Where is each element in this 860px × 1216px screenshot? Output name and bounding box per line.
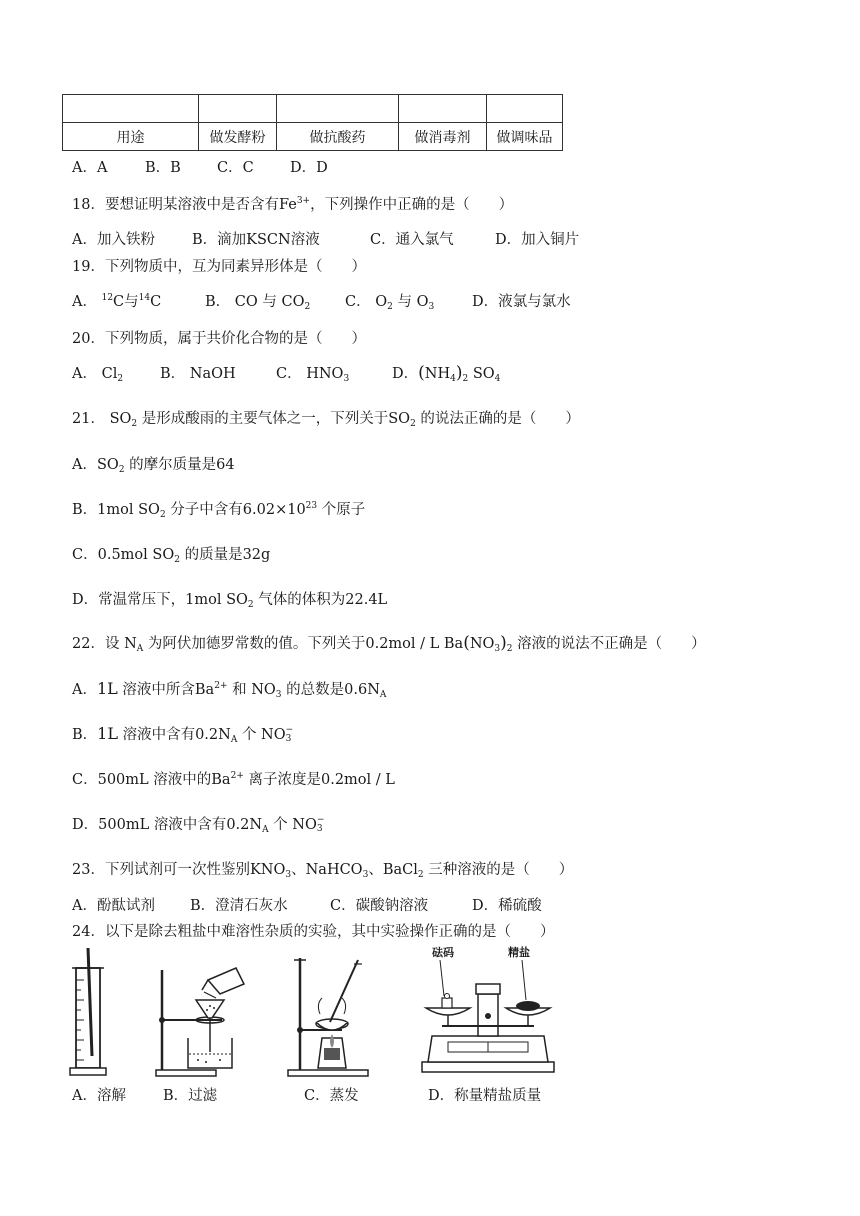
subscript: A — [136, 644, 144, 654]
formula: NO — [251, 682, 276, 698]
subscript: 2 — [247, 600, 254, 610]
formula: O — [416, 294, 429, 310]
stem-text: 23．下列试剂可一次性鉴别 — [72, 862, 250, 878]
option-letter: A． — [72, 682, 97, 698]
charge: 2+ — [214, 681, 228, 691]
q19-option-c[interactable] — [345, 290, 434, 312]
q22-stem — [72, 632, 706, 654]
q19-option-a[interactable] — [72, 290, 161, 311]
option-text: 的摩尔质量是64 — [129, 457, 235, 473]
subscript: 2 — [506, 644, 513, 654]
stem-text: 要想证明某溶液中是否含有 — [104, 197, 279, 213]
option-text: 和 — [232, 682, 247, 698]
formula: Ba — [194, 682, 215, 698]
option-text: 的总数是 — [286, 682, 345, 698]
subscript: 2 — [462, 374, 469, 384]
subscript: 3 — [362, 870, 369, 880]
charge: 2+ — [230, 771, 244, 781]
table-cell: 做发酵粉 — [199, 123, 277, 151]
option-text: 500mL — [98, 817, 150, 833]
q22-option-d[interactable] — [72, 813, 324, 835]
figure-filtration — [150, 950, 250, 1078]
mass-number: 14 — [138, 293, 151, 303]
option-text: 1L — [96, 679, 118, 698]
subscript: A — [379, 690, 387, 700]
q24-option-b[interactable]: B．过滤 — [163, 1088, 218, 1104]
q23-option-a[interactable]: A．酚酞试剂 — [72, 898, 155, 914]
q18-option-c[interactable]: C．通入氯气 — [370, 232, 454, 248]
q23-option-b[interactable]: B．澄清石灰水 — [190, 898, 288, 914]
option-letter: A． — [72, 294, 97, 310]
option-letter: D． — [72, 817, 99, 833]
option-letter: B． — [205, 294, 231, 310]
table-cell — [399, 95, 487, 123]
formula: NaOH — [189, 366, 236, 382]
formula: NO — [292, 817, 317, 833]
formula: Cl — [101, 366, 118, 382]
stem-text: 为阿伏加德罗常数的值。下列关于 — [147, 636, 366, 652]
subscript: 2 — [417, 870, 424, 880]
q17-option-b[interactable]: B．B — [145, 160, 181, 176]
subscript: 2 — [304, 302, 311, 312]
formula: N — [124, 636, 137, 652]
q18-option-b[interactable]: B．滴加KSCN溶液 — [192, 232, 320, 248]
connector: 与 — [397, 294, 412, 310]
table-cell: 做消毒剂 — [399, 123, 487, 151]
q20-option-c[interactable] — [276, 362, 349, 384]
q17-table-blank-row — [63, 95, 563, 123]
subscript: 3 — [285, 870, 292, 880]
paren: ( — [463, 633, 470, 653]
formula: BaCl — [382, 862, 418, 878]
formula: HNO — [306, 366, 344, 382]
table-cell — [277, 95, 399, 123]
q18-stem — [72, 193, 513, 214]
q21-option-c[interactable] — [72, 543, 270, 565]
formula: SO — [152, 547, 175, 563]
option-text: 的质量是32g — [184, 547, 271, 563]
paren: ) — [500, 633, 507, 653]
q21-option-d[interactable] — [72, 588, 387, 610]
option-text: 0.5mol — [97, 547, 153, 563]
q24-option-c[interactable]: C．蒸发 — [304, 1088, 359, 1104]
stem-text: 设 — [104, 636, 120, 652]
formula: SO — [388, 411, 411, 427]
paren: ) — [455, 363, 463, 383]
option-letter: D． — [392, 366, 419, 382]
q17-option-a[interactable]: A．A — [72, 160, 108, 176]
stem-text: 溶液的说法不正确是（ ） — [517, 636, 706, 652]
subscript: 3 — [275, 690, 282, 700]
q20-stem: 20．下列物质，属于共价化合物的是（ ） — [72, 331, 366, 347]
connector: 与 — [262, 294, 277, 310]
option-text: 1mol — [97, 502, 139, 518]
formula: SO — [472, 366, 495, 382]
q17-option-d[interactable]: D．D — [290, 160, 328, 176]
question-number: 22． — [72, 636, 105, 652]
formula: 0.2mol / L Ba — [365, 636, 464, 652]
formula: CO — [281, 294, 305, 310]
formula: NaHCO — [305, 862, 363, 878]
q17-table — [62, 94, 563, 151]
stem-text: 的说法正确的是（ ） — [420, 411, 580, 427]
option-text: 个 — [273, 817, 288, 833]
formula: NO — [261, 727, 286, 743]
option-letter: C． — [72, 547, 98, 563]
q20-option-b[interactable] — [160, 362, 236, 383]
subscript: 3 — [494, 644, 501, 654]
option-text: 1L — [97, 724, 118, 743]
question-number: 18． — [72, 197, 105, 213]
formula: SO — [226, 592, 248, 608]
q20-option-a[interactable] — [72, 362, 123, 384]
option-letter: A． — [72, 366, 97, 382]
formula — [279, 197, 310, 213]
question-number: 21． — [72, 411, 105, 427]
table-row-header: 用途 — [63, 123, 199, 151]
formula: NH — [424, 366, 451, 382]
subscript: 3 — [316, 824, 323, 834]
subscript: 2 — [159, 510, 166, 520]
q22-option-a[interactable] — [72, 678, 386, 700]
stem-text: 三种溶液的是（ ） — [428, 862, 574, 878]
separator: 、 — [368, 862, 383, 878]
subscript: 2 — [131, 419, 138, 429]
q23-option-c[interactable]: C．碳酸钠溶液 — [330, 898, 429, 914]
subscript: 3 — [285, 734, 292, 744]
option-letter: A． — [72, 457, 97, 473]
option-text: 溶液中含有 — [122, 727, 196, 743]
value: 0.2N — [226, 817, 263, 833]
subscript: 3 — [343, 374, 350, 384]
subscript: A — [262, 825, 269, 835]
table-cell: 做调味品 — [487, 123, 563, 151]
value: 0.2mol / L — [320, 772, 395, 788]
formula: O — [375, 294, 388, 310]
element: C — [150, 294, 162, 310]
option-text: 个原子 — [321, 502, 366, 518]
q23-option-d[interactable]: D．稀硫酸 — [472, 898, 542, 914]
subscript: 2 — [174, 555, 180, 565]
q21-stem — [72, 407, 580, 429]
stem-text: 是形成酸雨的主要气体之一，下列关于 — [141, 411, 389, 427]
q19-option-b[interactable] — [205, 290, 310, 312]
option-text: 500mL — [97, 772, 149, 788]
q22-option-c[interactable] — [72, 768, 395, 789]
q17-option-c[interactable]: C．C — [217, 160, 254, 176]
weight-label: 砝码 — [432, 946, 454, 959]
charge: − — [316, 815, 325, 825]
element: Fe — [278, 197, 297, 213]
option-letter: B． — [72, 727, 98, 743]
q24-stem: 24．以下是除去粗盐中难溶性杂质的实验，其中实验操作正确的是（ ） — [72, 924, 555, 940]
formula: KNO — [249, 862, 286, 878]
subscript: 2 — [410, 419, 416, 429]
graduated-cylinder-icon — [66, 946, 116, 1078]
q17-table-use-row — [63, 123, 563, 151]
formula: CO — [234, 294, 258, 310]
option-text: 个 — [241, 727, 257, 743]
option-text: 分子中含有 — [170, 502, 243, 518]
subscript: A — [230, 735, 238, 745]
value: 0.2N — [195, 727, 231, 743]
option-letter: C． — [72, 772, 98, 788]
q19-option-d[interactable]: D．液氯与氯水 — [472, 294, 571, 310]
q18-option-d[interactable]: D．加入铜片 — [495, 232, 580, 248]
balance-scale-icon — [418, 944, 558, 1078]
formula: SO — [138, 502, 160, 518]
formula: Ba — [211, 772, 231, 788]
q21-option-b[interactable] — [72, 498, 365, 520]
subscript: 4 — [450, 374, 456, 384]
option-text: 常温常压下，1mol — [98, 592, 227, 608]
formula: SO — [96, 457, 119, 473]
option-letter: B． — [160, 366, 186, 382]
stem-text: ，下列操作中正确的是（ ） — [310, 197, 514, 213]
paren: ( — [418, 363, 425, 383]
q18-option-a[interactable]: A．加入铁粉 — [72, 232, 155, 248]
formula: NO — [469, 636, 495, 652]
connector: 与 — [124, 294, 139, 310]
q19-stem: 19．下列物质中，互为同素异形体是（ ） — [72, 259, 366, 275]
number: 6.02×10 — [242, 502, 306, 518]
element: C — [113, 294, 125, 310]
value: 0.6N — [344, 682, 380, 698]
charge: − — [285, 725, 294, 735]
figure-evaporation — [282, 954, 374, 1078]
option-letter: C． — [276, 366, 302, 382]
q21-option-a[interactable] — [72, 453, 235, 475]
option-text: 气体的体积为22.4L — [258, 592, 388, 608]
filtration-apparatus-icon — [150, 950, 250, 1078]
option-letter: D． — [72, 592, 99, 608]
option-text: 溶液中含有 — [153, 817, 227, 833]
charge: 3+ — [296, 196, 311, 206]
separator: 、 — [291, 862, 306, 878]
q24-option-d[interactable]: D．称量精盐质量 — [428, 1088, 542, 1104]
subscript: 2 — [118, 465, 125, 475]
formula: SO — [109, 411, 132, 427]
table-cell — [487, 95, 563, 123]
q20-option-d[interactable] — [392, 362, 500, 384]
evaporation-apparatus-icon — [282, 954, 374, 1078]
option-letter: C． — [345, 294, 371, 310]
mass-number: 12 — [101, 293, 114, 303]
subscript: 3 — [428, 302, 435, 312]
table-cell — [63, 95, 199, 123]
q22-option-b[interactable] — [72, 723, 293, 745]
table-cell: 做抗酸药 — [277, 123, 399, 151]
q23-stem — [72, 858, 573, 880]
table-cell — [199, 95, 277, 123]
q24-option-a[interactable]: A．溶解 — [72, 1088, 126, 1104]
exponent: 23 — [305, 501, 318, 511]
option-text: 溶液中所含 — [122, 682, 195, 698]
subscript: 4 — [494, 374, 501, 384]
subscript: 2 — [117, 374, 124, 384]
option-text: 溶液中的 — [153, 772, 212, 788]
figure-dissolve-cylinder — [66, 946, 116, 1078]
subscript: 2 — [387, 302, 393, 312]
salt-label: 精盐 — [508, 946, 530, 959]
option-letter: B． — [72, 502, 98, 518]
option-text: 离子浓度是 — [248, 772, 321, 788]
